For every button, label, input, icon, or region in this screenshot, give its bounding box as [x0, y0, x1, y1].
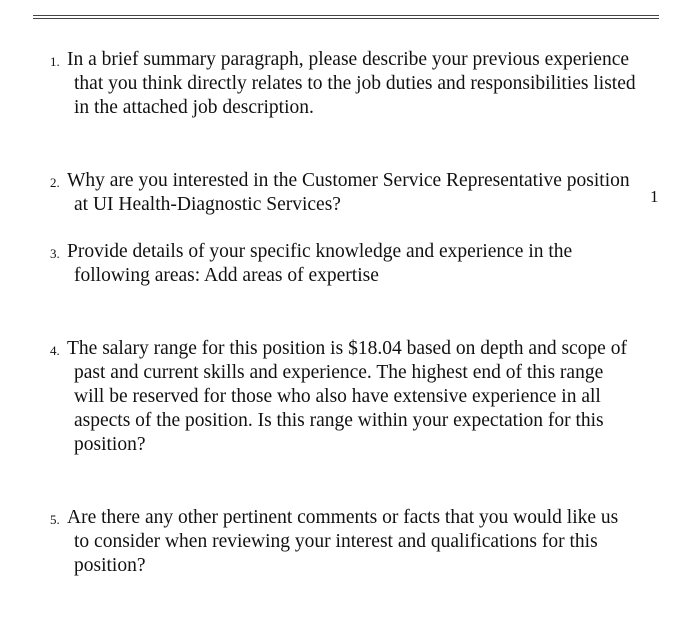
page-number: 1	[650, 187, 659, 206]
question-text-line: to consider when reviewing your interest and qualifications for this	[74, 531, 598, 552]
question-text-line: at UI Health-Diagnostic Services?	[74, 194, 341, 215]
question-3	[50, 240, 680, 288]
question-text-line: position?	[74, 555, 146, 576]
question-text-line: Why are you interested in the Customer Service Representative position	[67, 170, 630, 191]
question-text-line: following areas: Add areas of expertise	[74, 265, 379, 286]
question-text-line: The salary range for this position is $18.04 based on depth and scope of	[67, 338, 627, 359]
question-1	[50, 48, 680, 120]
question-text-line: that you think directly relates to the job duties and responsibilities listed	[74, 73, 636, 94]
question-text-line: in the attached job description.	[74, 97, 314, 118]
question-number: 1.	[50, 54, 60, 69]
question-number: 3.	[50, 246, 60, 261]
question-number: 2.	[50, 175, 60, 190]
question-text-line: past and current skills and experience. The highest end of this range	[74, 362, 604, 383]
question-text-line: Provide details of your specific knowledge and experience in the	[67, 241, 573, 262]
question-text-line: Are there any other pertinent comments or facts that you would like us	[67, 507, 619, 528]
question-2	[50, 169, 680, 217]
question-4	[50, 337, 680, 457]
question-text-line: In a brief summary paragraph, please describe your previous experience	[67, 49, 630, 70]
question-number: 5.	[50, 512, 60, 527]
question-text-line: position?	[74, 434, 146, 455]
question-number: 4.	[50, 343, 60, 358]
question-5	[50, 506, 680, 578]
header-double-rule	[33, 15, 659, 19]
question-text-line: will be reserved for those who also have extensive experience in all	[74, 386, 601, 407]
question-text-line: aspects of the position. Is this range within your expectation for this	[74, 410, 604, 431]
